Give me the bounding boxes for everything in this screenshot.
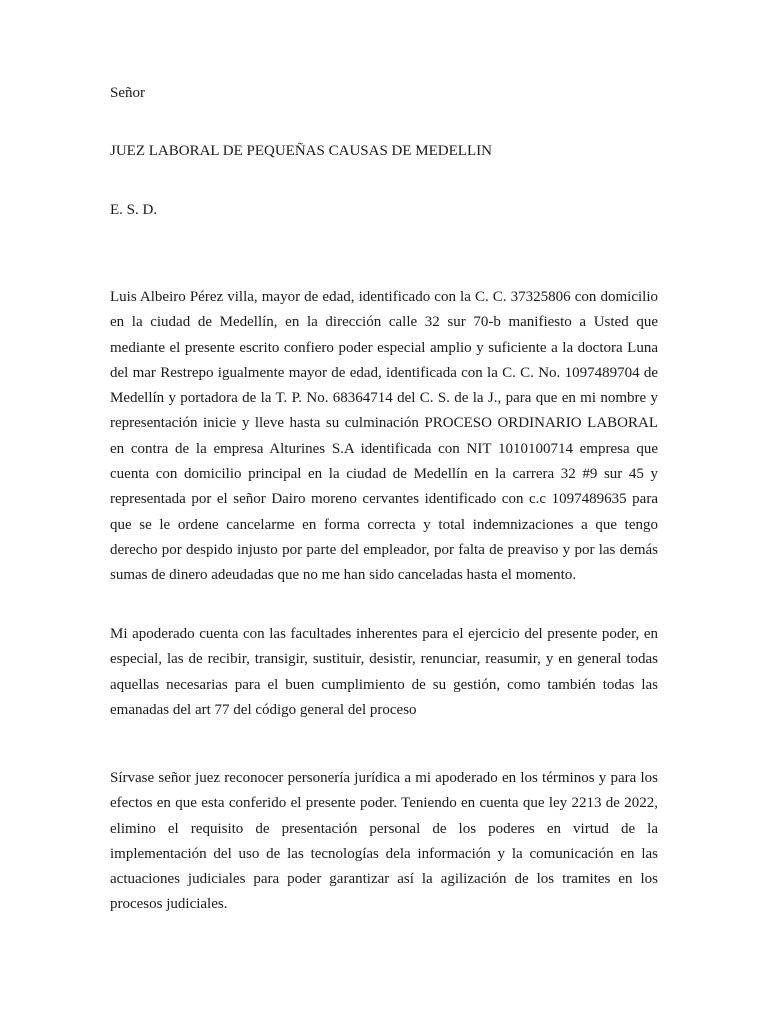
esd-line: E. S. D. (110, 202, 158, 218)
addressee: JUEZ LABORAL DE PEQUEÑAS CAUSAS DE MEDELLIN (110, 143, 492, 159)
salutation: Señor (110, 85, 145, 101)
paragraph-request: Sírvase señor juez reconocer personería jurídica a mi apoderado en los términos y para los efectos en que esta conferido el presente poder. Teniendo en cuenta que ley 2213 de 2022, elimino el requisito de presentación personal de los poderes en virtud de la implementación del uso de las tecnologías dela información y la comunicación en las actuaciones judiciales para poder garantizar así la agilización de los tramites en los procesos judiciales. (110, 770, 658, 913)
paragraph-power-grant: Luis Albeiro Pérez villa, mayor de edad, identificado con la C. C. 37325806 con domicilio en la ciudad de Medellín, en la dirección calle 32 sur 70-b manifiesto a Usted que mediante el presente escrito confiero poder especial amplio y suficiente a la doctora Luna del mar Restrepo igualmente mayor de edad, identificada con la C. C. No. 1097489704 de Medellín y portadora de la T. P. No. 68364714 del C. S. de la J., para que en mi nombre y representación inicie y lleve hasta su culminación PROCESO ORDINARIO LABORAL en contra de la empresa Alturines S.A identificada con NIT 1010100714 empresa que cuenta con domicilio principal en la ciudad de Medellín en la carrera 32 #9 sur 45 y representada por el señor Dairo moreno cervantes identificado con c.c 1097489635 para que se le ordene cancelarme en forma correcta y total indemnizaciones a que tengo derecho por despido injusto por parte del empleador, por falta de preaviso y por las demás sumas de dinero adeudadas que no me han sido canceladas hasta el momento. (110, 289, 658, 584)
paragraph-faculties: Mi apoderado cuenta con las facultades inherentes para el ejercicio del presente poder, en especial, las de recibir, transigir, sustituir, desistir, renunciar, reasumir, y en general todas aquellas necesarias para el buen cumplimiento de su gestión, como también todas las emanadas del art 77 del código general del proceso (110, 626, 658, 718)
